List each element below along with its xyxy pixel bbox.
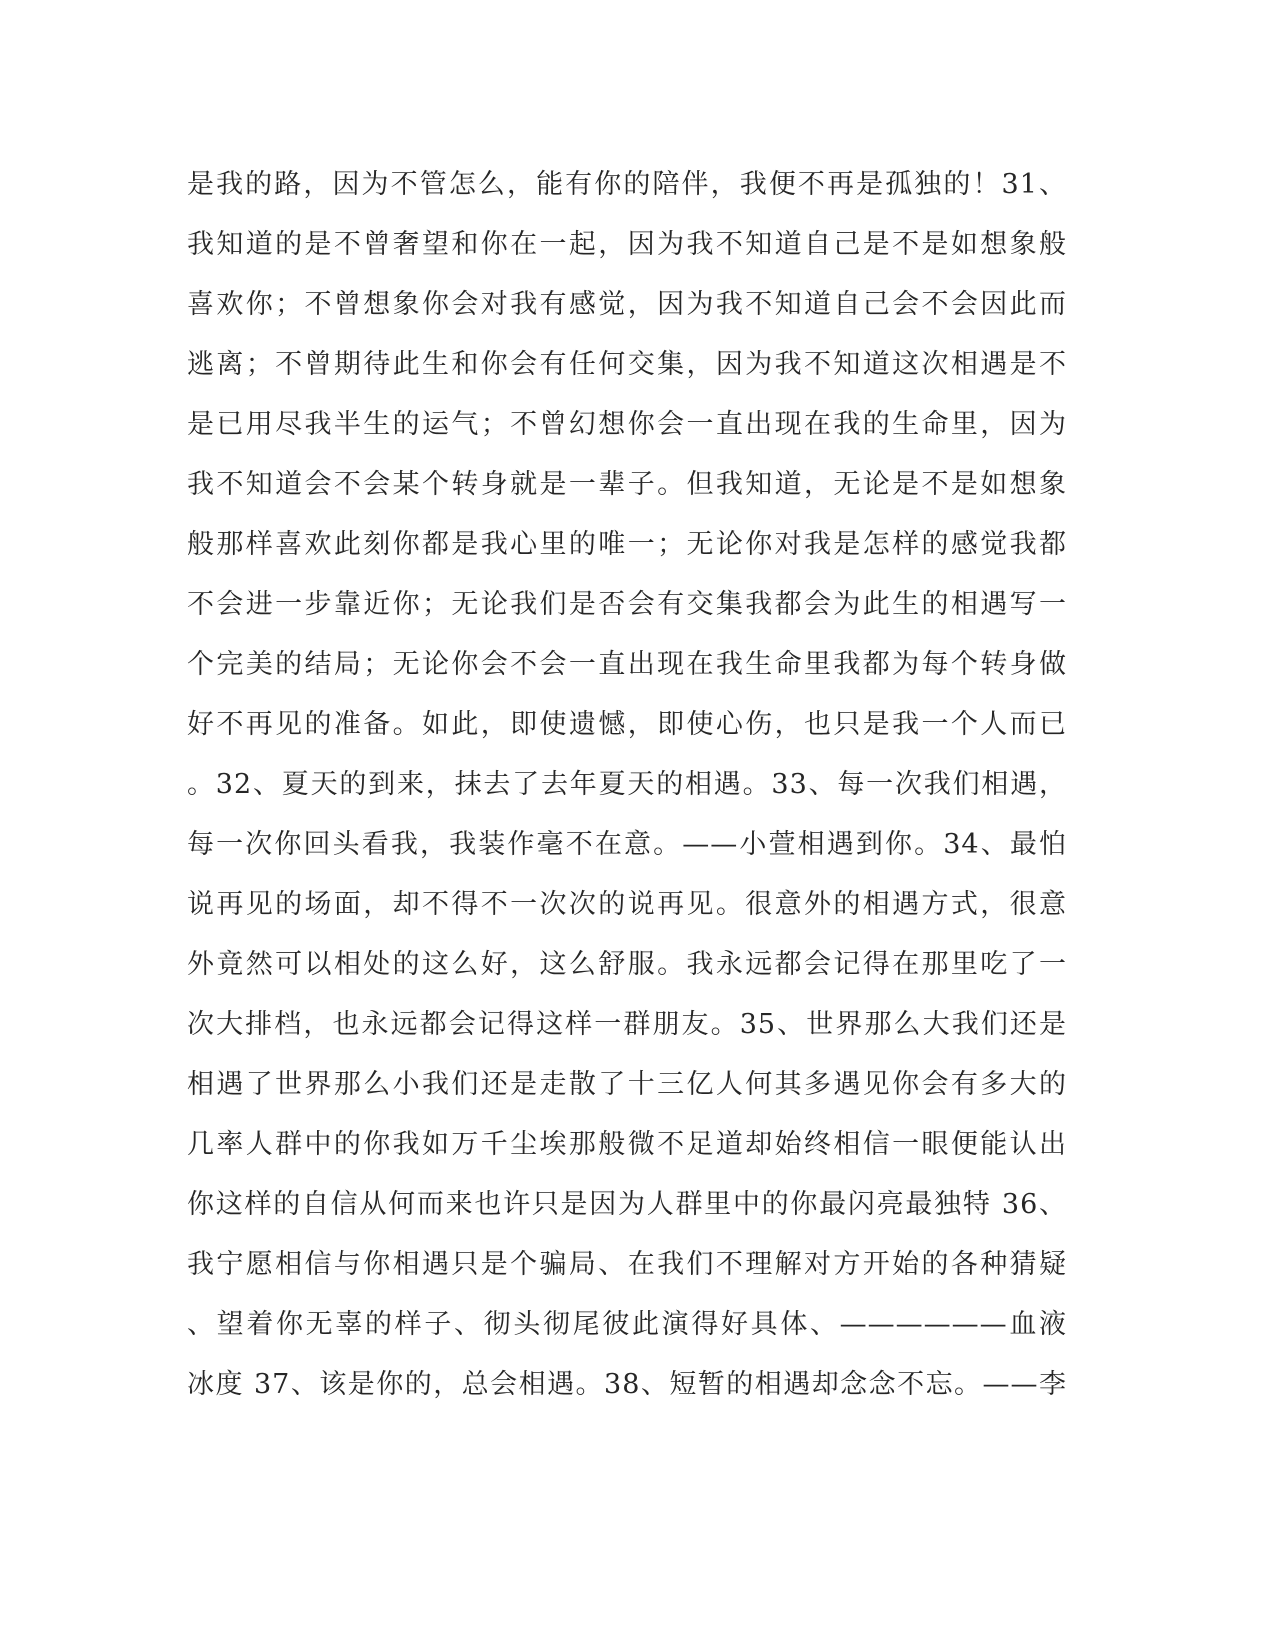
text-line: 冰度 37、该是你的，总会相遇。38、短暂的相遇却念念不忘。——李 xyxy=(187,1369,1067,1400)
text-line: 是我的路，因为不管怎么，能有你的陪伴，我便不再是孤独的！31、 xyxy=(187,169,1067,200)
text-line: 外竟然可以相处的这么好，这么舒服。我永远都会记得在那里吃了一 xyxy=(187,949,1067,980)
text-line: 般那样喜欢此刻你都是我心里的唯一；无论你对我是怎样的感觉我都 xyxy=(187,529,1067,560)
text-line: 我不知道会不会某个转身就是一辈子。但我知道，无论是不是如想象 xyxy=(187,469,1067,500)
text-line: 几率人群中的你我如万千尘埃那般微不足道却始终相信一眼便能认出 xyxy=(187,1129,1067,1160)
text-line: 逃离；不曾期待此生和你会有任何交集，因为我不知道这次相遇是不 xyxy=(187,349,1067,380)
text-line: 好不再见的准备。如此，即使遗憾，即使心伤，也只是我一个人而已 xyxy=(187,709,1067,740)
text-line: 我宁愿相信与你相遇只是个骗局、在我们不理解对方开始的各种猜疑 xyxy=(187,1249,1067,1280)
text-line: 每一次你回头看我，我装作毫不在意。——小萱相遇到你。34、最怕 xyxy=(187,829,1067,860)
text-line: 不会进一步靠近你；无论我们是否会有交集我都会为此生的相遇写一 xyxy=(187,589,1067,620)
text-line: 你这样的自信从何而来也许只是因为人群里中的你最闪亮最独特 36、 xyxy=(187,1189,1067,1220)
text-line: 是已用尽我半生的运气；不曾幻想你会一直出现在我的生命里，因为 xyxy=(187,409,1067,440)
text-line: 、望着你无辜的样子、彻头彻尾彼此演得好具体、——————血液 xyxy=(187,1309,1067,1340)
text-line: 我知道的是不曾奢望和你在一起，因为我不知道自己是不是如想象般 xyxy=(187,229,1067,260)
text-line: 。32、夏天的到来，抹去了去年夏天的相遇。33、每一次我们相遇， xyxy=(187,769,1067,800)
text-line: 次大排档，也永远都会记得这样一群朋友。35、世界那么大我们还是 xyxy=(187,1009,1067,1040)
text-line: 个完美的结局；无论你会不会一直出现在我生命里我都为每个转身做 xyxy=(187,649,1067,680)
text-line: 喜欢你；不曾想象你会对我有感觉，因为我不知道自己会不会因此而 xyxy=(187,289,1067,320)
text-line: 说再见的场面，却不得不一次次的说再见。很意外的相遇方式，很意 xyxy=(187,889,1067,920)
text-line: 相遇了世界那么小我们还是走散了十三亿人何其多遇见你会有多大的 xyxy=(187,1069,1067,1100)
body-text xyxy=(187,155,1067,1415)
